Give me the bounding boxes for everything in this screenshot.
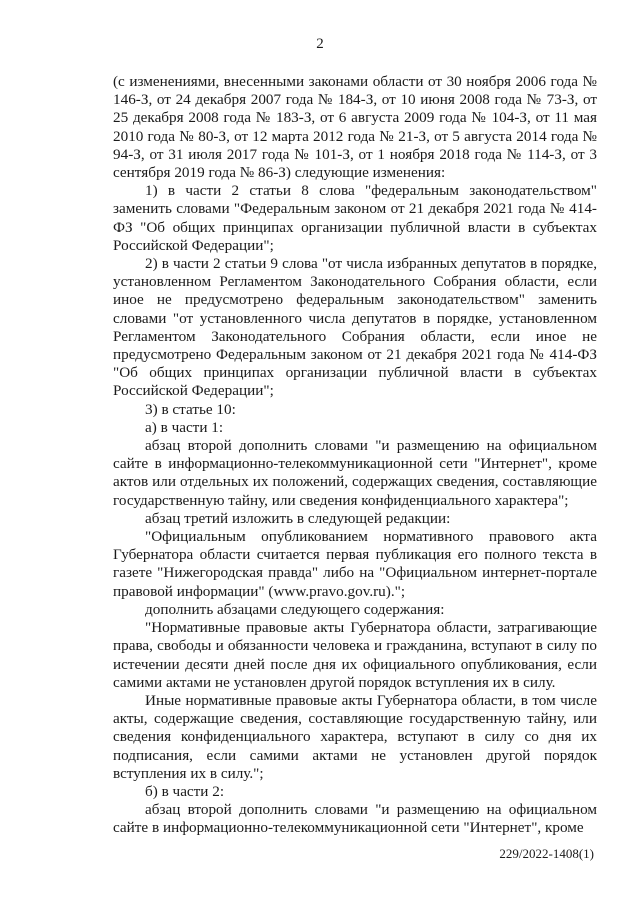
body-paragraph: "Официальным опубликованием нормативного правового акта Губернатора области считается первая публикация его полного текста в газете "Нижегородская правда" либо на "Официальном интернет-портале правовой информации" (www.pravo.gov.ru).";	[113, 528, 597, 600]
body-paragraph: "Нормативные правовые акты Губернатора области, затрагивающие права, свободы и обязанности человека и гражданина, вступают в силу по истечении десяти дней после дня их официального опубликования, если самими актами не установлен другой порядок вступления их в силу.	[113, 619, 597, 691]
body-paragraph: абзац третий изложить в следующей редакции:	[145, 509, 451, 527]
body-paragraph: дополнить абзацами следующего содержания:	[145, 600, 445, 618]
body-paragraph: абзац второй дополнить словами "и размещению на официальном сайте в информационно-телекоммуникационной сети "Интернет", кроме актов или отдельных их положений, содержащих сведения, составляющие государственную тайну, или сведения конфиденциального характера";	[113, 437, 597, 509]
body-paragraph: (с изменениями, внесенными законами области от 30 ноября 2006 года № 146-З, от 24 декабря 2007 года № 184-З, от 10 июня 2008 года № 73-З, от 25 декабря 2008 года № 183-З, от 6 августа 2009 года № 104-З, от 11 мая 2010 года № 80-З, от 12 марта 2012 года № 21-З, от 5 августа 2014 года № 94-З, от 31 июля 2017 года № 101-З, от 1 ноября 2018 года № 114-З, от 3 сентября 2019 года № 86-З) следующие изменения:	[113, 73, 597, 182]
body-paragraph: абзац второй дополнить словами "и размещению на официальном сайте в информационно-телекоммуникационной сети "Интернет", кроме	[113, 801, 597, 837]
body-paragraph: 1) в части 2 статьи 8 слова "федеральным законодательством" заменить словами "Федеральным законом от 21 декабря 2021 года № 414-ФЗ "Об общих принципах организации публичной власти в субъектах Российской Федерации";	[113, 182, 597, 254]
document-code: 229/2022-1408(1)	[499, 846, 594, 861]
document-body	[113, 73, 597, 838]
body-paragraph: 2) в части 2 статьи 9 слова "от числа избранных депутатов в порядке, установленном Регламентом Законодательного Собрания области, если иное не предусмотрено федеральным законодательством" заменить словами "от установленного числа депутатов в порядке, установленном Регламентом Законодательного Собрания области, если иное не предусмотрено Федеральным законом от 21 декабря 2021 года № 414-ФЗ "Об общих принципах организации публичной власти в субъектах Российской Федерации";	[113, 255, 597, 400]
page-number: 2	[316, 36, 324, 52]
body-paragraph: Иные нормативные правовые акты Губернатора области, в том числе акты, содержащие сведения, составляющие государственную тайну, или сведения конфиденциального характера, вступают в силу со дня их подписания, если самими актами не установлен другой порядок вступления их в силу.";	[113, 691, 597, 782]
body-paragraph: б) в части 2:	[145, 782, 225, 800]
body-paragraph: 3) в статье 10:	[145, 400, 236, 418]
body-paragraph: а) в части 1:	[145, 418, 224, 436]
